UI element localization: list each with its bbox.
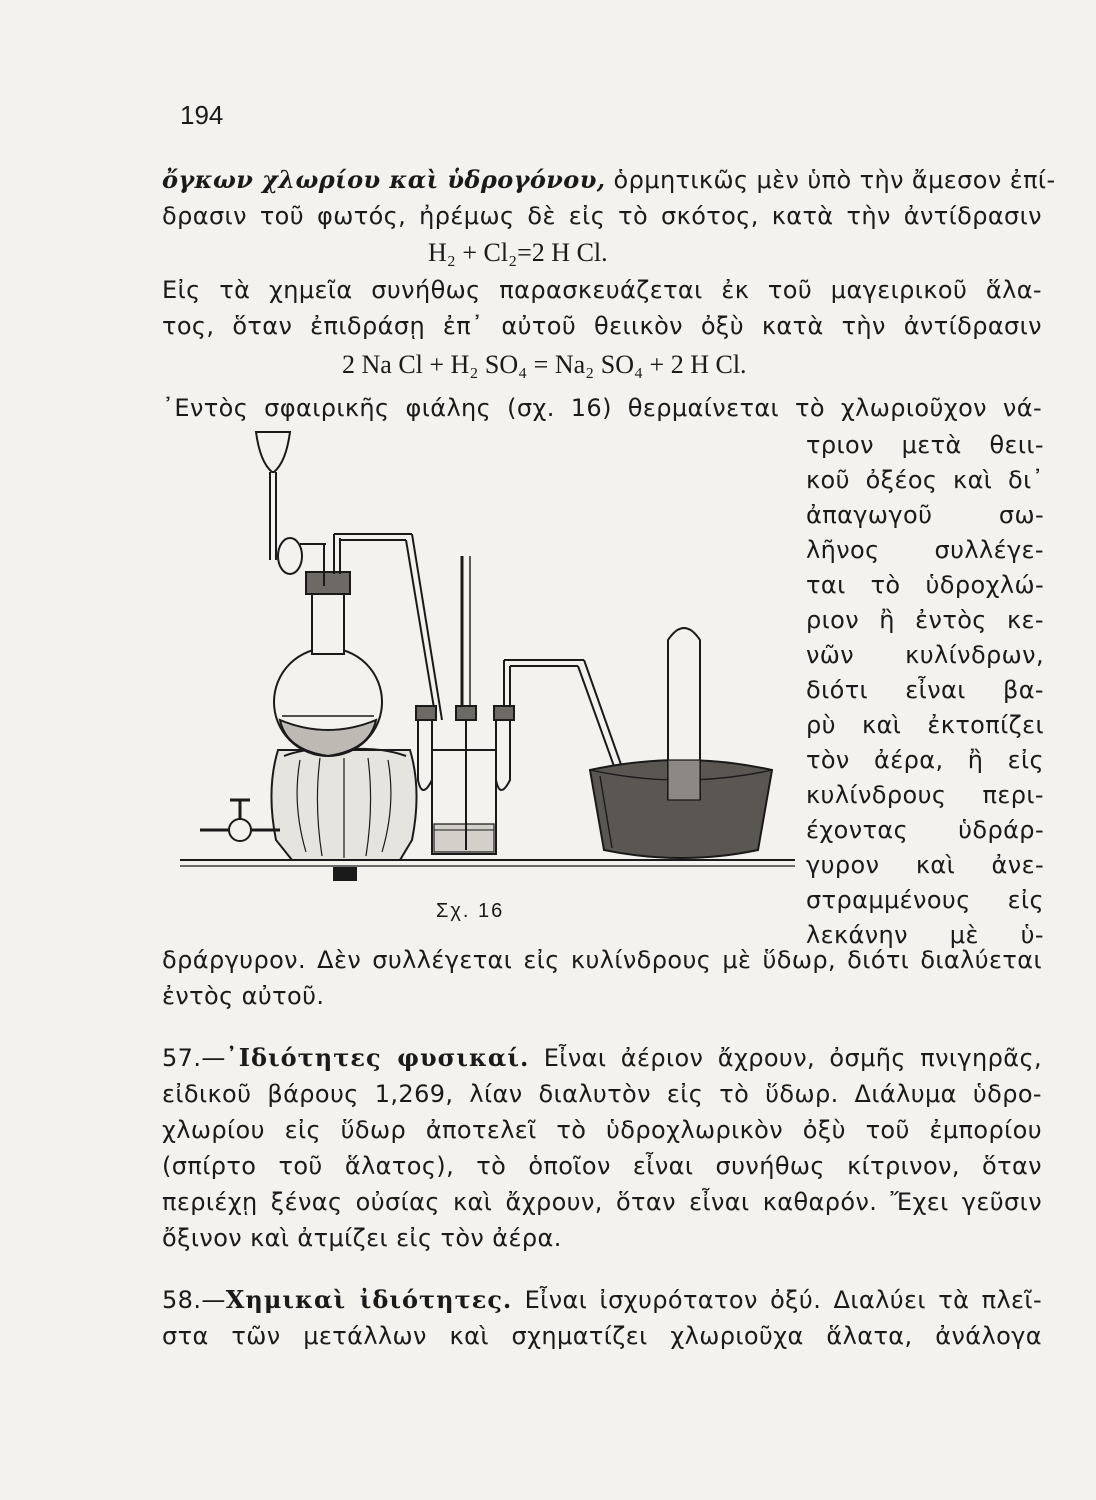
- wrap-line-9: ρὺ καὶ ἐκτοπίζει: [806, 711, 1044, 739]
- glass-liquid: [434, 824, 494, 852]
- section-58-line-2: στα τῶν μετάλλων καὶ σχηματίζει χλωριοῦχα ἅλατα, ἀνάλογα: [162, 1322, 1042, 1350]
- text-run: ὁρμητικῶς μὲν ὑπὸ τὴν ἄμεσον ἐπί-: [605, 166, 1056, 194]
- section-57-line-5: περιέχῃ ξένας οὐσίας καὶ ἄχρουν, ὅταν εἶναι καθαρόν. Ἔχει γεῦσιν: [162, 1188, 1042, 1216]
- equation-2: 2 Na Cl + H₂ SO₄ = Na₂ SO₄ + 2 H Cl.: [342, 350, 747, 379]
- paragraph-1-line-1: [162, 162, 1056, 198]
- wrap-line-15: λεκάνην μὲ ὑ-: [806, 921, 1044, 949]
- text-run: Εἶναι ἀέριον ἄχρουν, ὀσμῆς πνιγηρᾶς,: [529, 1044, 1042, 1072]
- wrap-line-12: έχοντας ὑδράρ-: [806, 816, 1044, 844]
- section-57-line-3: χλωρίου εἰς ὕδωρ ἀποτελεῖ τὸ ὑδροχλωρικὸν ὀξὺ τοῦ ἐμπορίου: [162, 1116, 1042, 1144]
- section-heading: Χημικαὶ ἰδιότητες.: [225, 1285, 513, 1314]
- wrap-line-7: νῶν κυλίνδρων,: [806, 641, 1044, 669]
- stopper: [494, 706, 514, 720]
- italic-term: ὄγκων χλωρίου καὶ ὑδρογόνου,: [162, 165, 606, 194]
- figure-caption: Σχ. 16: [436, 900, 505, 922]
- section-57-line-6: ὄξινον καὶ ἀτμίζει εἰς τὸν ἀέρα.: [162, 1224, 562, 1252]
- delivery-tube: [406, 540, 436, 720]
- wrap-line-10: τὸν ἀέρα, ἢ εἰς: [806, 746, 1044, 774]
- wrap-line-4: λῆνος συλλέγε-: [806, 536, 1044, 564]
- section-57-line-4: (σπίρτο τοῦ ἅλατος), τὸ ὁποῖον εἶναι συνήθως κίτρινον, ὅταν: [162, 1152, 1042, 1180]
- equation-1: H₂ + Cl₂=2 H Cl.: [428, 238, 608, 267]
- section-57-line-1: [162, 1040, 1042, 1076]
- section-heading: ᾽Ιδιότητες φυσικαί.: [225, 1043, 530, 1072]
- wash-bottle-side: [418, 720, 432, 790]
- wrap-line-3: ἀπαγωγοῦ σω-: [806, 501, 1044, 529]
- paragraph-3-line-1: ᾽Εντὸς σφαιρικῆς φιάλης (σχ. 16) θερμαίνεται τὸ χλωριοῦχον νά-: [162, 394, 1042, 422]
- paragraph-1-line-2: δρασιν τοῦ φωτός, ἠρέμως δὲ εἰς τὸ σκότος, κατὰ τὴν ἀντίδρασιν: [162, 202, 1042, 230]
- section-58-line-1: [162, 1282, 1042, 1318]
- funnel-cup: [256, 432, 290, 472]
- wrap-line-13: γυρον καὶ ἀνε-: [806, 851, 1044, 879]
- paragraph-3-cont-line-1: δράργυρον. Δὲν συλλέγεται εἰς κυλίνδρους μὲ ὕδωρ, διότι διαλύεται: [162, 946, 1042, 974]
- wrap-line-5: ται τὸ ὑδροχλώ-: [806, 571, 1044, 599]
- delivery-tube: [412, 534, 442, 720]
- wrap-line-1: τριον μετὰ θειι-: [806, 431, 1044, 459]
- section-57-line-2: εἰδικοῦ βάρους 1,269, λίαν διαλυτὸν εἰς τὸ ὕδωρ. Διάλυμα ὑδρο-: [162, 1080, 1042, 1108]
- safety-bulb: [278, 538, 302, 574]
- paragraph-3-cont-line-2: ἐντὸς αὐτοῦ.: [162, 982, 325, 1010]
- stopper: [306, 572, 350, 594]
- section-number: 57.—: [162, 1044, 226, 1072]
- page-number: 194: [180, 100, 224, 130]
- gas-tap: [229, 819, 251, 841]
- stopper: [416, 706, 436, 720]
- section-number: 58.—: [162, 1286, 226, 1314]
- wrap-line-8: διότι εἶναι βα-: [806, 676, 1044, 704]
- stand-foot: [334, 868, 356, 880]
- wrap-line-11: κυλίνδρους περι-: [806, 781, 1044, 809]
- wrap-line-2: κοῦ ὀξέος καὶ δι᾽: [806, 466, 1044, 494]
- cylinder-mercury: [668, 760, 700, 800]
- paragraph-2-line-1: Εἰς τὰ χημεῖα συνήθως παρασκευάζεται ἐκ τοῦ μαγειρικοῦ ἅλα-: [162, 276, 1042, 304]
- paragraph-2-line-2: τος, ὅταν ἐπιδράσῃ ἐπ᾽ αὐτοῦ θειικὸν ὀξὺ κατὰ τὴν ἀντίδρασιν: [162, 312, 1042, 340]
- flask-neck: [312, 590, 344, 654]
- wrap-line-6: ριον ἢ ἐντὸς κε-: [806, 606, 1044, 634]
- stopper: [456, 706, 476, 720]
- text-run: Εἶναι ἰσχυρότατον ὀξύ. Διαλύει τὰ πλεῖ-: [512, 1286, 1042, 1314]
- wrap-line-14: στραμμένους εἰς: [806, 886, 1044, 914]
- wash-bottle-side: [496, 720, 510, 790]
- chemistry-apparatus-icon: [160, 420, 800, 900]
